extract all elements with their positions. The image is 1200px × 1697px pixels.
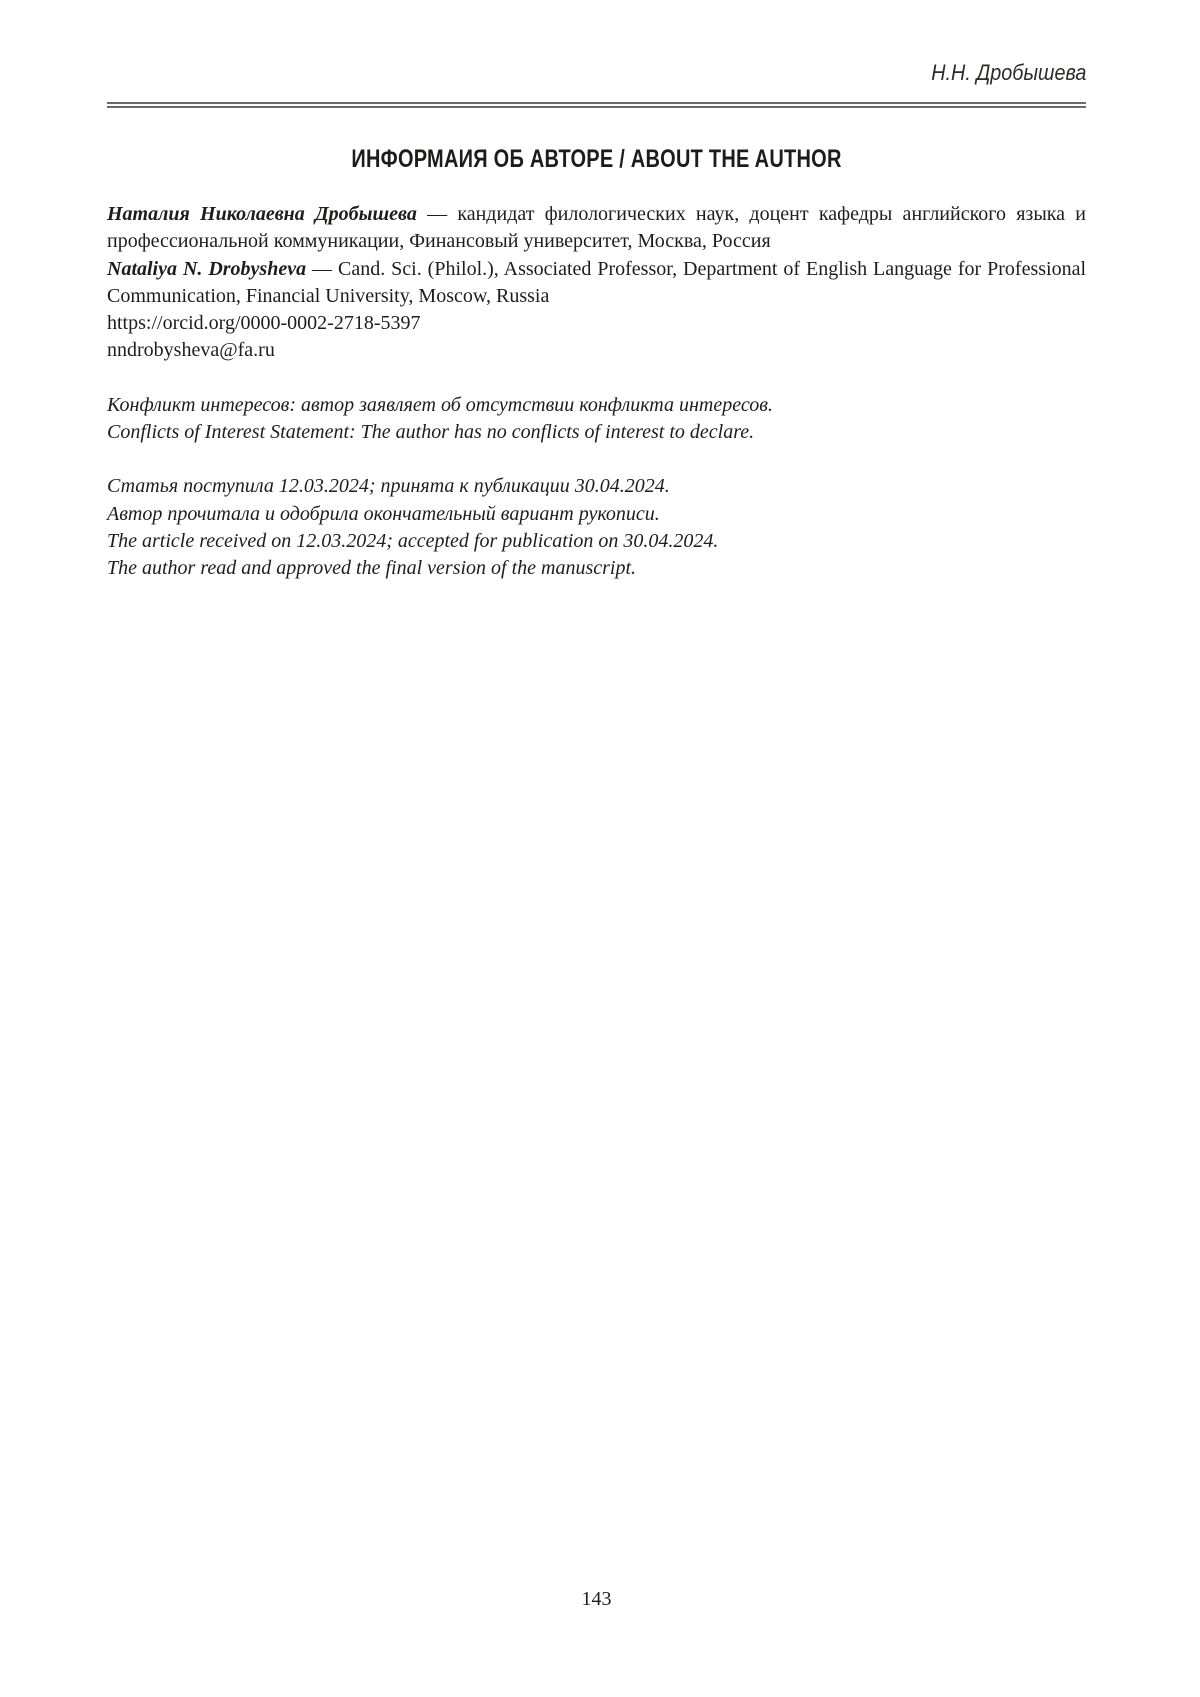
article-dates-block xyxy=(107,473,1086,582)
author-affiliation-en: — Cand. Sci. (Philol.), Associated Professor, Department of English Language for Professional Communication, Financial University, Moscow, Russia xyxy=(107,257,1086,307)
approved-note-en: The author read and approved the final version of the manuscript. xyxy=(107,557,637,580)
conflict-statement-en: Conflicts of Interest Statement: The author has no conflicts of interest to declare. xyxy=(107,421,755,444)
header-rule xyxy=(107,102,1086,108)
author-paragraph-en xyxy=(107,256,1086,311)
received-date-en: The article received on 12.03.2024; accepted for publication on 30.04.2024. xyxy=(107,529,719,552)
page-number: 143 xyxy=(581,1588,612,1610)
author-email: nndrobysheva@fa.ru xyxy=(107,339,275,362)
page-content xyxy=(107,146,1086,583)
author-name-ru: Наталия Николаевна Дробышева xyxy=(107,203,417,225)
author-paragraph-ru xyxy=(107,201,1086,256)
received-date-ru: Статья поступила 12.03.2024; принята к публикации 30.04.2024. xyxy=(107,475,670,498)
section-title: ИНФОРМАИЯ ОБ АВТОРЕ / ABOUT THE AUTHOR xyxy=(351,145,842,173)
running-head-author: Н.Н. Дробышева xyxy=(930,60,1086,85)
conflict-statement-ru: Конфликт интересов: автор заявляет об отсутствии конфликта интересов. xyxy=(107,393,773,416)
author-name-en: Nataliya N. Drobysheva xyxy=(107,257,307,280)
author-affiliation-ru: — кандидат филологических наук, доцент кафедры английского языка и профессиональной коммуникации, Финансовый университет, Москва, Россия xyxy=(107,203,1086,253)
conflict-of-interest-block xyxy=(107,392,1086,447)
approved-note-ru: Автор прочитала и одобрила окончательный вариант рукописи. xyxy=(107,502,660,525)
orcid-url: https://orcid.org/0000-0002-2718-5397 xyxy=(107,312,421,335)
